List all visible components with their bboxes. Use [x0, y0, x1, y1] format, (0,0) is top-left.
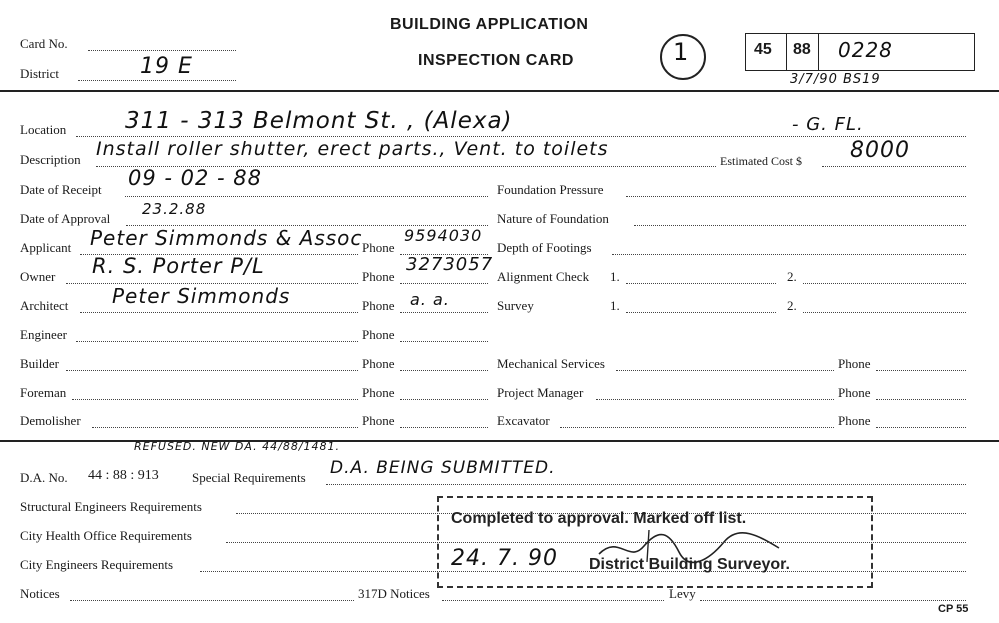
- mechanical-label: Mechanical Services: [497, 356, 605, 371]
- owner-phone-label: Phone: [362, 269, 395, 284]
- receipt-line: [125, 196, 488, 197]
- ref-part3: 0228: [838, 38, 893, 62]
- survey-1: 1.: [610, 298, 620, 313]
- location-value: 311 - 313 Belmont St. , (Alexa): [125, 108, 513, 134]
- ref-part2: 88: [793, 41, 811, 58]
- builder-label: Builder: [20, 356, 59, 371]
- location-line: [76, 136, 966, 137]
- survey-2-line: [803, 312, 966, 313]
- structural-label: Structural Engineers Requirements: [20, 499, 202, 514]
- excavator-line: [560, 427, 834, 428]
- builder-phone-line: [400, 370, 488, 371]
- district-value: 19 E: [140, 54, 193, 79]
- signature-icon: [589, 524, 789, 568]
- engineer-line: [76, 341, 358, 342]
- estimated-cost-value: 8000: [850, 138, 910, 163]
- da-no-value: 44 : 88 : 913: [88, 468, 159, 483]
- engineer-phone-label: Phone: [362, 327, 395, 342]
- engineer-label: Engineer: [20, 327, 67, 342]
- architect-phone-line: [400, 312, 488, 313]
- special-line: [326, 484, 966, 485]
- notices317-label: 317D Notices: [358, 586, 430, 601]
- excavator-phone-label: Phone: [838, 413, 871, 428]
- approval-label: Date of Approval: [20, 211, 111, 226]
- da-no-label: D.A. No.: [20, 470, 68, 485]
- alignment-label: Alignment Check: [497, 269, 590, 284]
- location-label: Location: [20, 122, 67, 137]
- project-manager-phone-line: [876, 399, 966, 400]
- title-line2: INSPECTION CARD: [418, 52, 574, 69]
- levy-line: [700, 600, 966, 601]
- owner-phone-line: [400, 283, 488, 284]
- mechanical-line: [616, 370, 834, 371]
- district-line: [78, 80, 236, 81]
- foreman-label: Foreman: [20, 385, 67, 400]
- ref-divider-1: [786, 33, 787, 71]
- architect-phone-label: Phone: [362, 298, 395, 313]
- applicant-value: Peter Simmonds & Assoc: [90, 226, 363, 250]
- survey-2: 2.: [787, 298, 797, 313]
- stamp-date: 24. 7. 90: [451, 546, 558, 571]
- project-manager-phone-label: Phone: [838, 385, 871, 400]
- architect-value: Peter Simmonds: [112, 284, 291, 308]
- owner-label: Owner: [20, 269, 56, 284]
- nature-foundation-label: Nature of Foundation: [497, 211, 609, 226]
- header-divider: [0, 90, 999, 92]
- approval-value: 23.2.88: [142, 200, 207, 218]
- survey-1-line: [626, 312, 776, 313]
- builder-line: [66, 370, 358, 371]
- alignment-2-line: [803, 283, 966, 284]
- engineer-phone-line: [400, 341, 488, 342]
- card-no-line: [88, 50, 236, 51]
- mechanical-phone-line: [876, 370, 966, 371]
- depth-footings-label: Depth of Footings: [497, 240, 592, 255]
- alignment-1-line: [626, 283, 776, 284]
- foundation-pressure-line: [626, 196, 966, 197]
- card-no-label: Card No.: [20, 36, 68, 51]
- ref-part1: 45: [754, 41, 772, 58]
- foreman-phone-line: [400, 399, 488, 400]
- estimated-cost-line: [822, 166, 966, 167]
- ref-note: 3/7/90 BS19: [790, 72, 881, 87]
- owner-phone: 3273057: [406, 254, 494, 275]
- receipt-value: 09 - 02 - 88: [128, 166, 263, 190]
- excavator-phone-line: [876, 427, 966, 428]
- estimated-cost-label: Estimated Cost $: [720, 154, 802, 168]
- foreman-phone-label: Phone: [362, 385, 395, 400]
- stamp-line2: District Building Surveyor.: [589, 556, 790, 573]
- project-manager-line: [596, 399, 834, 400]
- approval-stamp: [437, 496, 873, 588]
- notices-label: Notices: [20, 586, 60, 601]
- architect-phone: a. a.: [410, 290, 450, 309]
- applicant-phone: 9594030: [404, 226, 483, 245]
- demolisher-label: Demolisher: [20, 413, 81, 428]
- applicant-label: Applicant: [20, 240, 72, 255]
- description-value: Install roller shutter, erect parts., Vent. to toilets: [96, 138, 609, 160]
- levy-label: Levy: [669, 586, 696, 601]
- owner-value: R. S. Porter P/L: [92, 254, 265, 278]
- applicant-phone-label: Phone: [362, 240, 395, 255]
- demolisher-line: [92, 427, 358, 428]
- alignment-1: 1.: [610, 269, 620, 284]
- architect-line: [80, 312, 358, 313]
- location-extra: - G. FL.: [792, 114, 864, 135]
- survey-label: Survey: [497, 298, 534, 313]
- foreman-line: [72, 399, 358, 400]
- da-refused-note: REFUSED. NEW DA. 44/88/1481.: [134, 440, 341, 453]
- depth-footings-line: [612, 254, 966, 255]
- city-eng-label: City Engineers Requirements: [20, 557, 174, 572]
- ref-divider-2: [818, 33, 819, 71]
- builder-phone-label: Phone: [362, 356, 395, 371]
- special-label: Special Requirements: [192, 470, 306, 485]
- notices-line: [70, 600, 354, 601]
- health-label: City Health Office Requirements: [20, 528, 192, 543]
- demolisher-phone-line: [400, 427, 488, 428]
- excavator-label: Excavator: [497, 413, 550, 428]
- notices317-line: [442, 600, 664, 601]
- receipt-label: Date of Receipt: [20, 182, 102, 197]
- alignment-2: 2.: [787, 269, 797, 284]
- form-code: CP 55: [938, 603, 969, 615]
- special-value: D.A. BEING SUBMITTED.: [330, 458, 556, 478]
- demolisher-phone-label: Phone: [362, 413, 395, 428]
- project-manager-label: Project Manager: [497, 385, 584, 400]
- district-label: District: [20, 66, 59, 81]
- circle-number: 1: [673, 38, 690, 66]
- foundation-pressure-label: Foundation Pressure: [497, 182, 604, 197]
- description-label: Description: [20, 152, 81, 167]
- mechanical-phone-label: Phone: [838, 356, 871, 371]
- title-line1: BUILDING APPLICATION: [390, 16, 589, 33]
- nature-foundation-line: [634, 225, 966, 226]
- stamp-line1: Completed to approval. Marked off list.: [451, 510, 747, 527]
- architect-label: Architect: [20, 298, 69, 313]
